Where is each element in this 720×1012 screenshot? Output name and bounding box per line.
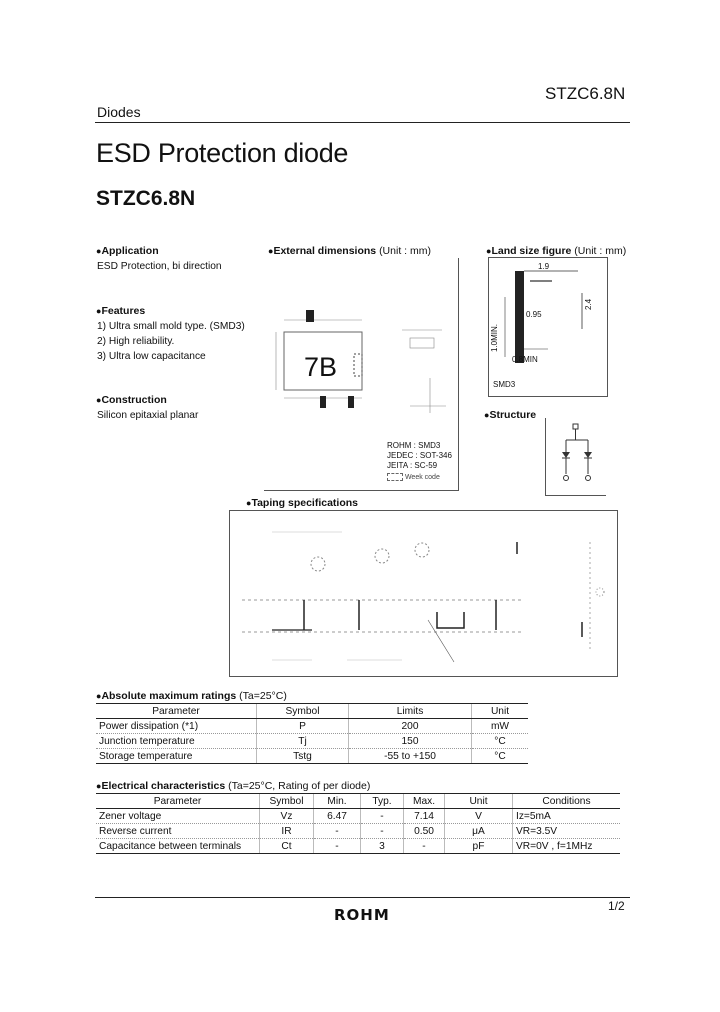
feature-item: 1) Ultra small mold type. (SMD3) [97,321,245,332]
header-rule [95,122,630,123]
marking-code: 7B [304,352,338,382]
land-dim-mid: 0.95 [526,310,542,319]
land-package-label: SMD3 [493,380,516,389]
construction-text: Silicon epitaxial planar [97,410,199,421]
land-pattern-drawing [488,257,608,397]
abs-max-table [96,703,528,764]
electrical-table [96,793,620,854]
structure-heading: ●Structure [484,409,537,421]
package-outline-drawing [270,298,460,423]
land-dim-left: 1.0MIN. [490,323,499,352]
header-part-number: STZC6.8N [545,84,626,103]
page-number: 1/2 [608,899,625,913]
features-heading: ●Features [96,305,146,317]
table-header-row: Parameter Symbol Limits Unit [96,704,528,719]
external-dimensions-heading: ●External dimensions (Unit : mm) [268,245,431,257]
land-dim-bottom: 0.8MIN [512,355,538,364]
table-row: Storage temperature Tstg -55 to +150 °C [96,749,528,764]
table-row: Power dissipation (*1) P 200 mW [96,719,528,734]
part-heading: STZC6.8N [96,187,196,210]
application-heading: ●Application [96,245,159,257]
footer-rule [95,897,630,898]
application-text: ESD Protection, bi direction [97,261,222,272]
land-dim-right: 2.4 [584,298,593,310]
taping-drawing [232,512,616,674]
table-row: Reverse current IR - - 0.50 μA VR=3.5V [96,824,620,839]
feature-item: 2) High reliability. [97,336,175,347]
rohm-logo: ROHM [334,906,390,924]
features-list [97,319,245,364]
table-header-row: Parameter Symbol Min. Typ. Max. Unit Conditions [96,794,620,809]
construction-heading: ●Construction [96,394,167,406]
table-row: Junction temperature Tj 150 °C [96,734,528,749]
page-title: ESD Protection diode [96,138,349,168]
structure-schematic [552,422,607,484]
abs-max-heading: ●Absolute maximum ratings (Ta=25°C) [96,690,287,702]
table-row: Zener voltage Vz 6.47 - 7.14 V Iz=5mA [96,809,620,824]
package-standards: ROHM : SMD3 JEDEC : SOT-346 JEITA : SC-59 [387,441,452,470]
week-code-note: Week code [387,473,440,481]
table-row: Capacitance between terminals Ct - 3 - pF VR=0V , f=1MHz [96,839,620,854]
land-dim-top: 1.9 [538,262,550,271]
header-category: Diodes [97,104,141,120]
taping-heading: ●Taping specifications [246,497,359,509]
electrical-heading: ●Electrical characteristics (Ta=25°C, Rating of per diode) [96,780,371,792]
feature-item: 3) Ultra low capacitance [97,351,206,362]
land-size-heading: ●Land size figure (Unit : mm) [486,245,627,257]
